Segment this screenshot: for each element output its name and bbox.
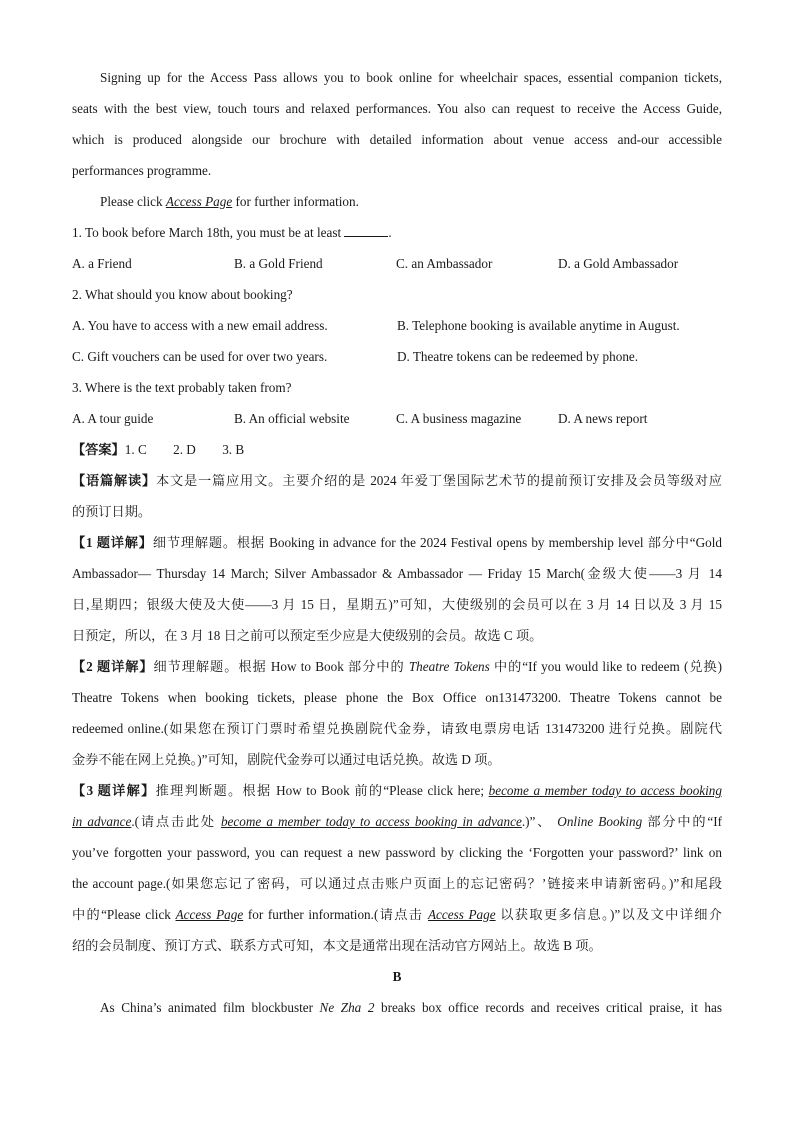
option: D. a Gold Ambassador [558,256,679,271]
option: A. a Friend [72,256,132,271]
text: for further information.(请点击 [243,907,428,922]
document-page [72,62,722,1023]
option: A. You have to access with a new email address. [72,318,328,333]
question-stem: 3. Where is the text probably taken from? [72,380,292,395]
text: 以获取更多信息。)”以及文中详细介 [495,907,722,922]
answer-line [72,434,722,465]
answer-tag: 【答案】 [72,442,125,457]
summary-line [72,465,722,496]
passage-b-line [72,992,722,1023]
answer-blank [344,222,388,237]
member-link[interactable]: in advance [72,814,132,829]
text: 中的“Please click [72,907,176,922]
detail2-line: 金券不能在网上兑换。)”可知，剧院代金券可以通过电话兑换。故选 D 项。 [72,752,501,767]
film-title: Ne Zha 2 [319,1000,375,1015]
detail1-line: 日,星期四；银级大使及大使——3 月 15 日，星期五)”可知，大使级别的会员可以在 3 月 14 日以及 3 月 15 [72,597,722,612]
question-stem: 2. What should you know about booking? [72,287,293,302]
passage-line: performances programme. [72,163,212,178]
section-heading: B [392,969,402,984]
detail3-line [72,775,722,806]
passage-line [72,186,722,217]
answer-values: 1. C 2. D 3. B [124,442,245,457]
text: . [388,225,392,240]
access-page-link[interactable]: Access Page [427,907,496,922]
detail2-line: Theatre Tokens when booking tickets, please phone the Box Office on131473200. Theatre Tokens cannot be [72,690,722,705]
access-page-link[interactable]: Access Page [175,907,244,922]
option: C. A business magazine [396,411,522,426]
passage-line: seats with the best view, touch tours and relaxed performances. You also can request to receive the Access Guide, [72,101,722,116]
text: 部分中的“If [642,814,722,829]
text: 推理判断题。根据 How to Book 前的“Please click here; [155,783,489,798]
passage-line: Signing up for the Access Pass allows you to book online for wheelchair spaces, essential companion tickets, [100,70,722,85]
detail2-line: redeemed online.(如果您在预订门票时希望兑换剧院代金券，请致电票房电话 131473200 进行兑换。剧院代 [72,721,722,736]
question-options [72,310,722,341]
text: breaks box office records and receives critical praise, it has [374,1000,722,1015]
text: for further information. [232,194,359,209]
option: B. An official website [234,411,350,426]
text: 1. To book before March 18th, you must be at least [72,225,345,240]
access-page-link[interactable]: Access Page [165,194,233,209]
question-options [72,403,722,434]
question-options [72,248,722,279]
detail1-line: 日预定，所以，在 3 月 18 日之前可以预定至少应是大使级别的会员。故选 C 项。 [72,628,543,643]
detail1-line [72,527,722,558]
detail2-line [72,651,722,682]
text: 细节理解题。根据 Booking in advance for the 2024 Festival opens by membership level 部分中“Gold [152,535,722,550]
passage-line: which is produced alongside our brochure with detailed information about venue access and-our accessible [72,132,722,147]
option: A. A tour guide [72,411,154,426]
option: B. a Gold Friend [234,256,323,271]
summary-line: 的预订日期。 [72,504,152,519]
text-em: Theatre Tokens [408,659,490,674]
text: 本文是一篇应用文。主要介绍的是 2024 年爱丁堡国际艺术节的提前预订安排及会员等级对应 [156,473,722,488]
option: D. A news report [558,411,648,426]
detail3-line: you’ve forgotten your password, you can request a new password by clicking the ‘Forgotten your password?’ link on [72,845,722,860]
option: B. Telephone booking is available anytime in August. [397,318,680,333]
member-link[interactable]: become a member today to access booking [488,783,722,798]
text: As China’s animated film blockbuster [100,1000,320,1015]
text: Please click [100,194,166,209]
option: D. Theatre tokens can be redeemed by phone. [397,349,639,364]
question-options [72,341,722,372]
detail-tag: 【1 题详解】 [72,535,153,550]
detail3-line [72,806,722,837]
text: 中的“If you would like to redeem (兑换) [489,659,722,674]
detail3-line [72,899,722,930]
detail-tag: 【3 题详解】 [72,783,156,798]
detail1-line: Ambassador— Thursday 14 March; Silver Ambassador & Ambassador — Friday 15 March(金级大使——3 月 14 [72,566,722,581]
member-link[interactable]: become a member today to access booking in advance [220,814,522,829]
option: C. an Ambassador [396,256,493,271]
option: C. Gift vouchers can be used for over two years. [72,349,328,364]
detail-tag: 【2 题详解】 [72,659,154,674]
summary-tag: 【语篇解读】 [72,473,157,488]
detail3-line: 绍的会员制度、预订方式、联系方式可知，本文是通常出现在活动官方网站上。故选 B 项。 [72,938,602,953]
text-em: Online Booking [557,814,643,829]
detail3-line: the account page.(如果您忘记了密码，可以通过点击账户页面上的忘记密码？’链接来申请新密码。)”和尾段 [72,876,722,891]
question-stem [72,217,722,248]
text: .)”、 [521,814,558,829]
text: 细节理解题。根据 How to Book 部分中的 [153,659,409,674]
text: .(请点击此处 [131,814,221,829]
